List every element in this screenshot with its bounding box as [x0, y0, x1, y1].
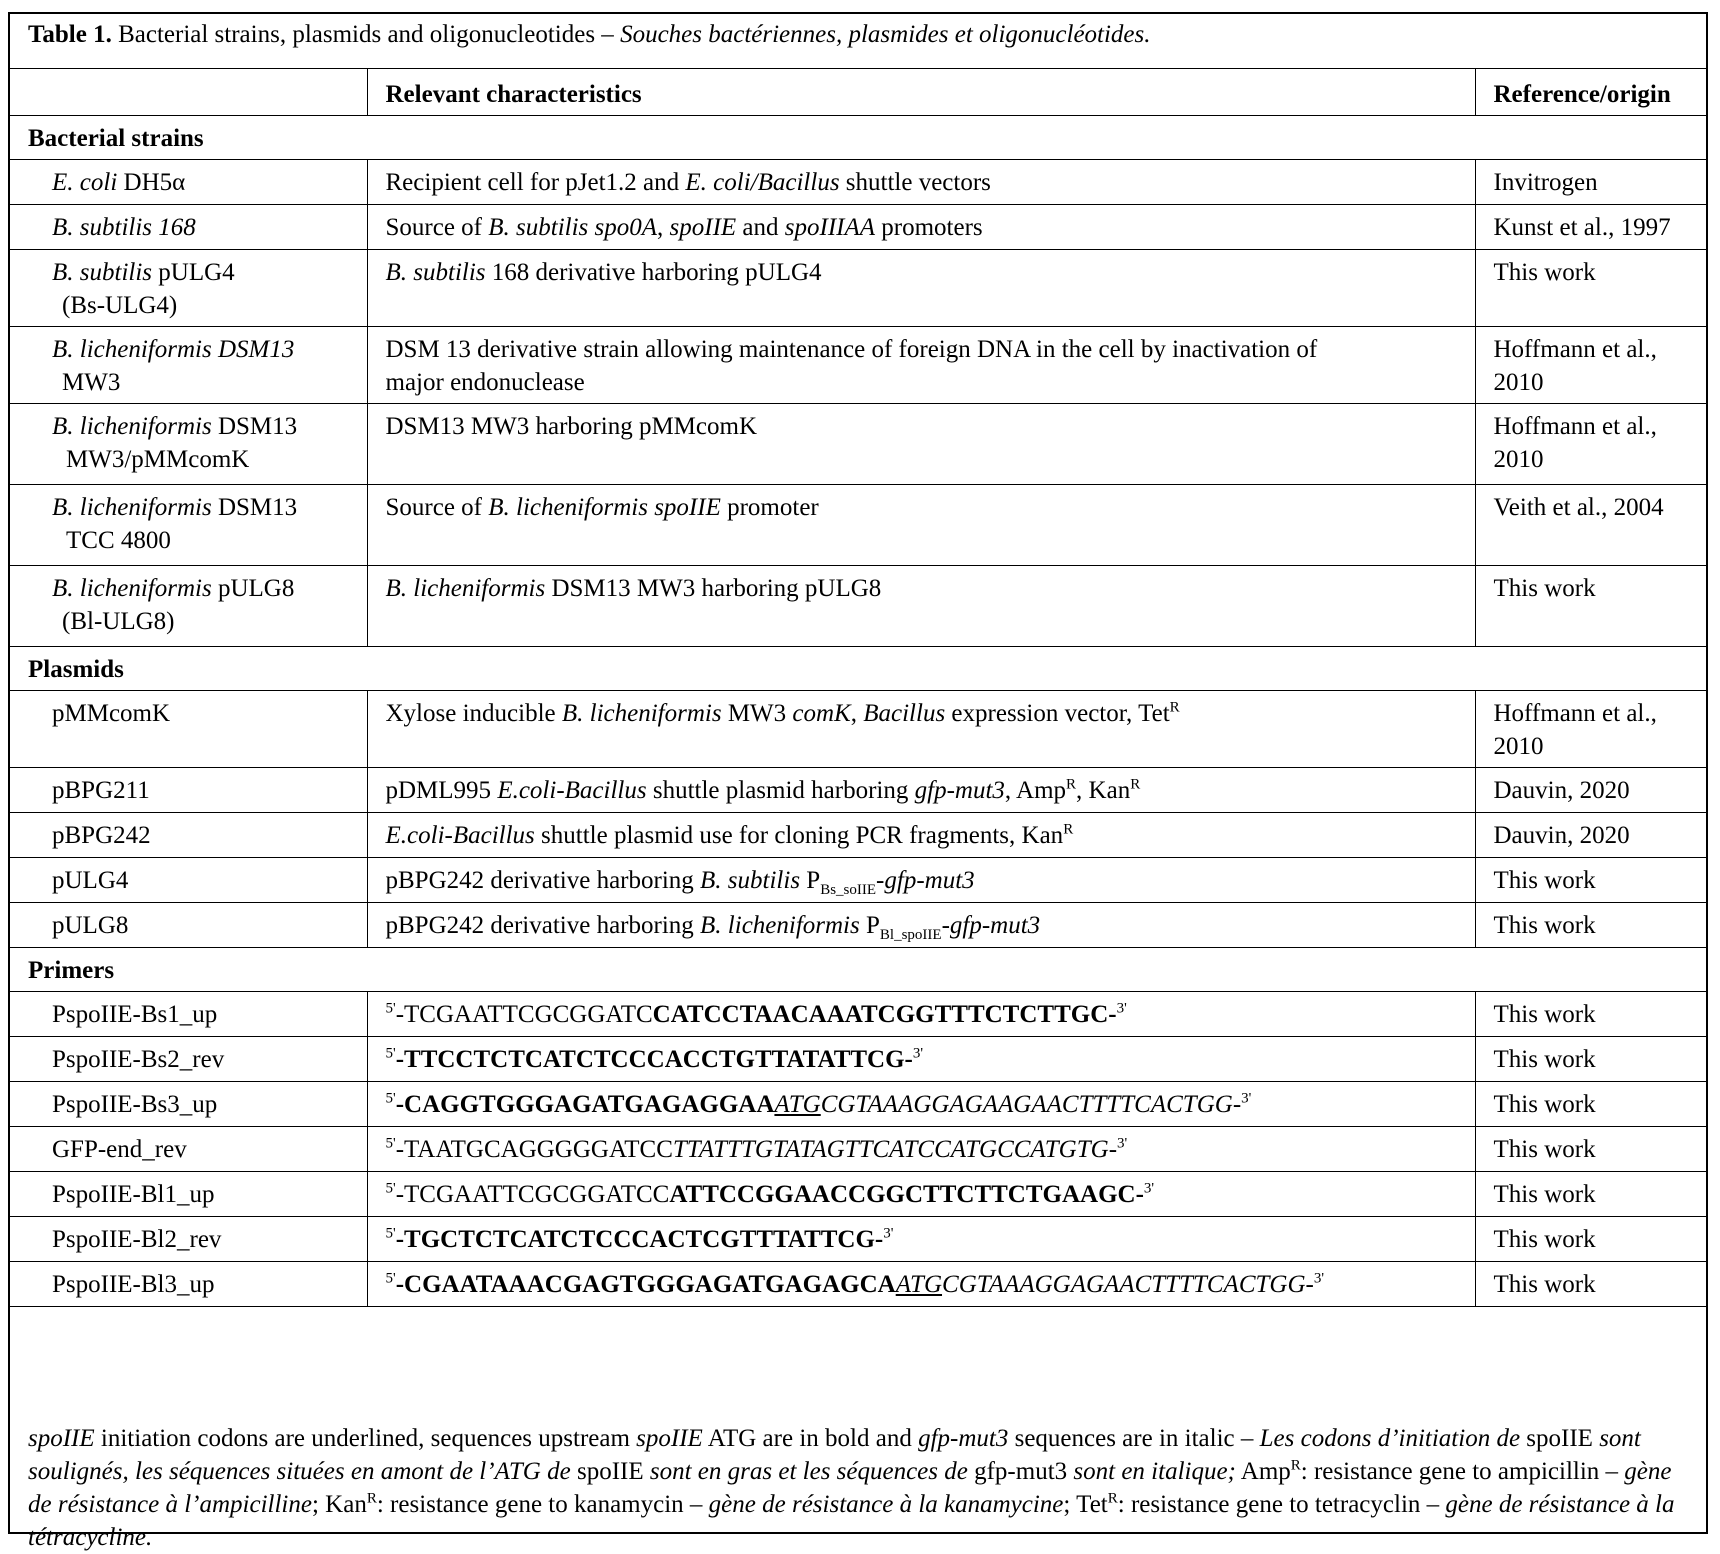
table-row: [10, 768, 1706, 813]
strain-ref: This work: [1475, 250, 1706, 327]
section-title: Primers: [10, 948, 1706, 992]
primer-sequence: $^{5'}$-TCGAATTCGCGGATCCATTCCGGAACCGGCTTCTTCTGAAGC-$^{3'}$: [367, 1172, 1475, 1217]
strain-desc: B. licheniformis DSM13 MW3 harboring pULG8: [367, 566, 1475, 647]
table-row: [10, 1127, 1706, 1172]
strain-ref: Veith et al., 2004: [1475, 485, 1706, 566]
strain-desc: DSM 13 derivative strain allowing maintenance of foreign DNA in the cell by inactivation of major endonuclease: [367, 327, 1475, 404]
strain-name: B. licheniformis DSM13 MW3: [10, 327, 367, 404]
strain-desc: B. subtilis 168 derivative harboring pULG4: [367, 250, 1475, 327]
strain-name: E. coli DH5α: [10, 160, 367, 205]
section-row: [10, 948, 1706, 992]
table-frame: [8, 12, 1708, 1551]
table-row: [10, 1082, 1706, 1127]
caption-label: Table 1.: [28, 21, 112, 48]
primer-sequence: $^{5'}$-TGCTCTCATCTCCCACTCGTTTATTCG-$^{3'}$: [367, 1217, 1475, 1262]
table-row: [10, 1172, 1706, 1217]
plasmid-ref: Dauvin, 2020: [1475, 768, 1706, 813]
section-row: [10, 116, 1706, 160]
plasmid-desc: Xylose inducible B. licheniformis MW3 comK, Bacillus expression vector, Tet$^R$: [367, 691, 1475, 768]
primer-name: PspoIIE-Bl3_up: [10, 1262, 367, 1307]
primer-name: PspoIIE-Bl1_up: [10, 1172, 367, 1217]
primer-name: PspoIIE-Bl2_rev: [10, 1217, 367, 1262]
plasmid-ref: Dauvin, 2020: [1475, 813, 1706, 858]
table-row: [10, 813, 1706, 858]
header-cell: Relevant characteristics: [367, 69, 1475, 116]
primer-ref: This work: [1475, 992, 1706, 1037]
table-row: [10, 327, 1706, 404]
table-row: [10, 404, 1706, 485]
table-row: [10, 205, 1706, 250]
table-row: [10, 250, 1706, 327]
table-row: [10, 903, 1706, 948]
caption-text: Bacterial strains, plasmids and oligonucleotides –: [111, 21, 621, 48]
strain-name: B. licheniformis DSM13 MW3/pMMcomK: [10, 404, 367, 485]
primer-ref: This work: [1475, 1082, 1706, 1127]
primer-name: GFP-end_rev: [10, 1127, 367, 1172]
plasmid-desc: pBPG242 derivative harboring B. licheniformis $P_{Bl\_spoIIE}-gfp-mut3$: [367, 903, 1475, 948]
strain-desc: DSM13 MW3 harboring pMMcomK: [367, 404, 1475, 485]
strains-plasmids-table: [10, 68, 1706, 1307]
table-caption: [28, 18, 1151, 51]
strain-ref: Hoffmann et al., 2010: [1475, 327, 1706, 404]
primer-ref: This work: [1475, 1127, 1706, 1172]
primer-name: PspoIIE-Bs2_rev: [10, 1037, 367, 1082]
table-row: [10, 485, 1706, 566]
primer-sequence: $^{5'}$-TAATGCAGGGGGATCCTTATTTGTATAGTTCATCCATGCCATGTG-$^{3'}$: [367, 1127, 1475, 1172]
primer-sequence: $^{5'}$-TTCCTCTCATCTCCCACCTGTTATATTCG-$^{3'}$: [367, 1037, 1475, 1082]
primer-sequence: $^{5'}$-CGAATAAACGAGTGGGAGATGAGAGCAATGCGTAAAGGAGAACTTTTCACTGG-$^{3'}$: [367, 1262, 1475, 1307]
plasmid-desc: pBPG242 derivative harboring B. subtilis $P_{Bs\_soIIE}-gfp-mut3$: [367, 858, 1475, 903]
strain-ref: Kunst et al., 1997: [1475, 205, 1706, 250]
primer-ref: This work: [1475, 1217, 1706, 1262]
plasmid-name: pULG8: [10, 903, 367, 948]
plasmid-ref: This work: [1475, 903, 1706, 948]
header-cell: Reference/origin: [1475, 69, 1706, 116]
primer-ref: This work: [1475, 1262, 1706, 1307]
header-row: [10, 69, 1706, 116]
strain-desc: Recipient cell for pJet1.2 and E. coli/Bacillus shuttle vectors: [367, 160, 1475, 205]
table-row: [10, 992, 1706, 1037]
table-footnote: spoIIE initiation codons are underlined, sequences upstream spoIIE ATG are in bold and gfp-mut3 sequences are in italic – Les codons d’initiation de spoIIE sont soulignés, les séquences situées en amont de l’ATG de spoIIE sont en gras et les séquences de gfp-mut3 sont en italique; Amp$^R$: resistance gene to ampicillin – gène de résistance à l’ampicilline; Kan$^R$: resistance gene to kanamycin – gène de résistance à la kanamycine; Tet$^R$: resistance gene to tetracyclin – gène de résistance à la tétracycline.: [28, 1425, 1675, 1551]
strain-name: B. subtilis pULG4 (Bs-ULG4): [10, 250, 367, 327]
primer-name: PspoIIE-Bs3_up: [10, 1082, 367, 1127]
plasmid-name: pBPG211: [10, 768, 367, 813]
plasmid-desc: E.coli-Bacillus shuttle plasmid use for cloning PCR fragments, Kan$^R$: [367, 813, 1475, 858]
table-row: [10, 1262, 1706, 1307]
plasmid-name: pBPG242: [10, 813, 367, 858]
table-row: [10, 566, 1706, 647]
primer-name: PspoIIE-Bs1_up: [10, 992, 367, 1037]
table-row: [10, 1217, 1706, 1262]
strain-desc: Source of B. licheniformis spoIIE promoter: [367, 485, 1475, 566]
caption-french: Souches bactériennes, plasmides et oligonucléotides.: [620, 21, 1151, 48]
plasmid-ref: Hoffmann et al., 2010: [1475, 691, 1706, 768]
strain-ref: Invitrogen: [1475, 160, 1706, 205]
section-title: Bacterial strains: [10, 116, 1706, 160]
strain-ref: Hoffmann et al., 2010: [1475, 404, 1706, 485]
strain-name: B. licheniformis pULG8 (Bl-ULG8): [10, 566, 367, 647]
primer-ref: This work: [1475, 1172, 1706, 1217]
strain-name: B. subtilis 168: [10, 205, 367, 250]
header-cell: [10, 69, 367, 116]
section-title: Plasmids: [10, 647, 1706, 691]
table-row: [10, 160, 1706, 205]
strain-name: B. licheniformis DSM13 TCC 4800: [10, 485, 367, 566]
section-row: [10, 647, 1706, 691]
table-row: [10, 858, 1706, 903]
plasmid-name: pULG4: [10, 858, 367, 903]
primer-ref: This work: [1475, 1037, 1706, 1082]
strain-desc: Source of B. subtilis spo0A, spoIIE and spoIIIAA promoters: [367, 205, 1475, 250]
strain-ref: This work: [1475, 566, 1706, 647]
table-row: [10, 691, 1706, 768]
plasmid-name: pMMcomK: [10, 691, 367, 768]
table-row: [10, 1037, 1706, 1082]
primer-sequence: $^{5'}$-TCGAATTCGCGGATCCATCCTAACAAATCGGTTTCTCTTGC-$^{3'}$: [367, 992, 1475, 1037]
plasmid-desc: pDML995 E.coli-Bacillus shuttle plasmid harboring gfp-mut3, Amp$^R$, Kan$^R$: [367, 768, 1475, 813]
plasmid-ref: This work: [1475, 858, 1706, 903]
primer-sequence: $^{5'}$-CAGGTGGGAGATGAGAGGAAATGCGTAAAGGAGAAGAACTTTTCACTGG-$^{3'}$: [367, 1082, 1475, 1127]
